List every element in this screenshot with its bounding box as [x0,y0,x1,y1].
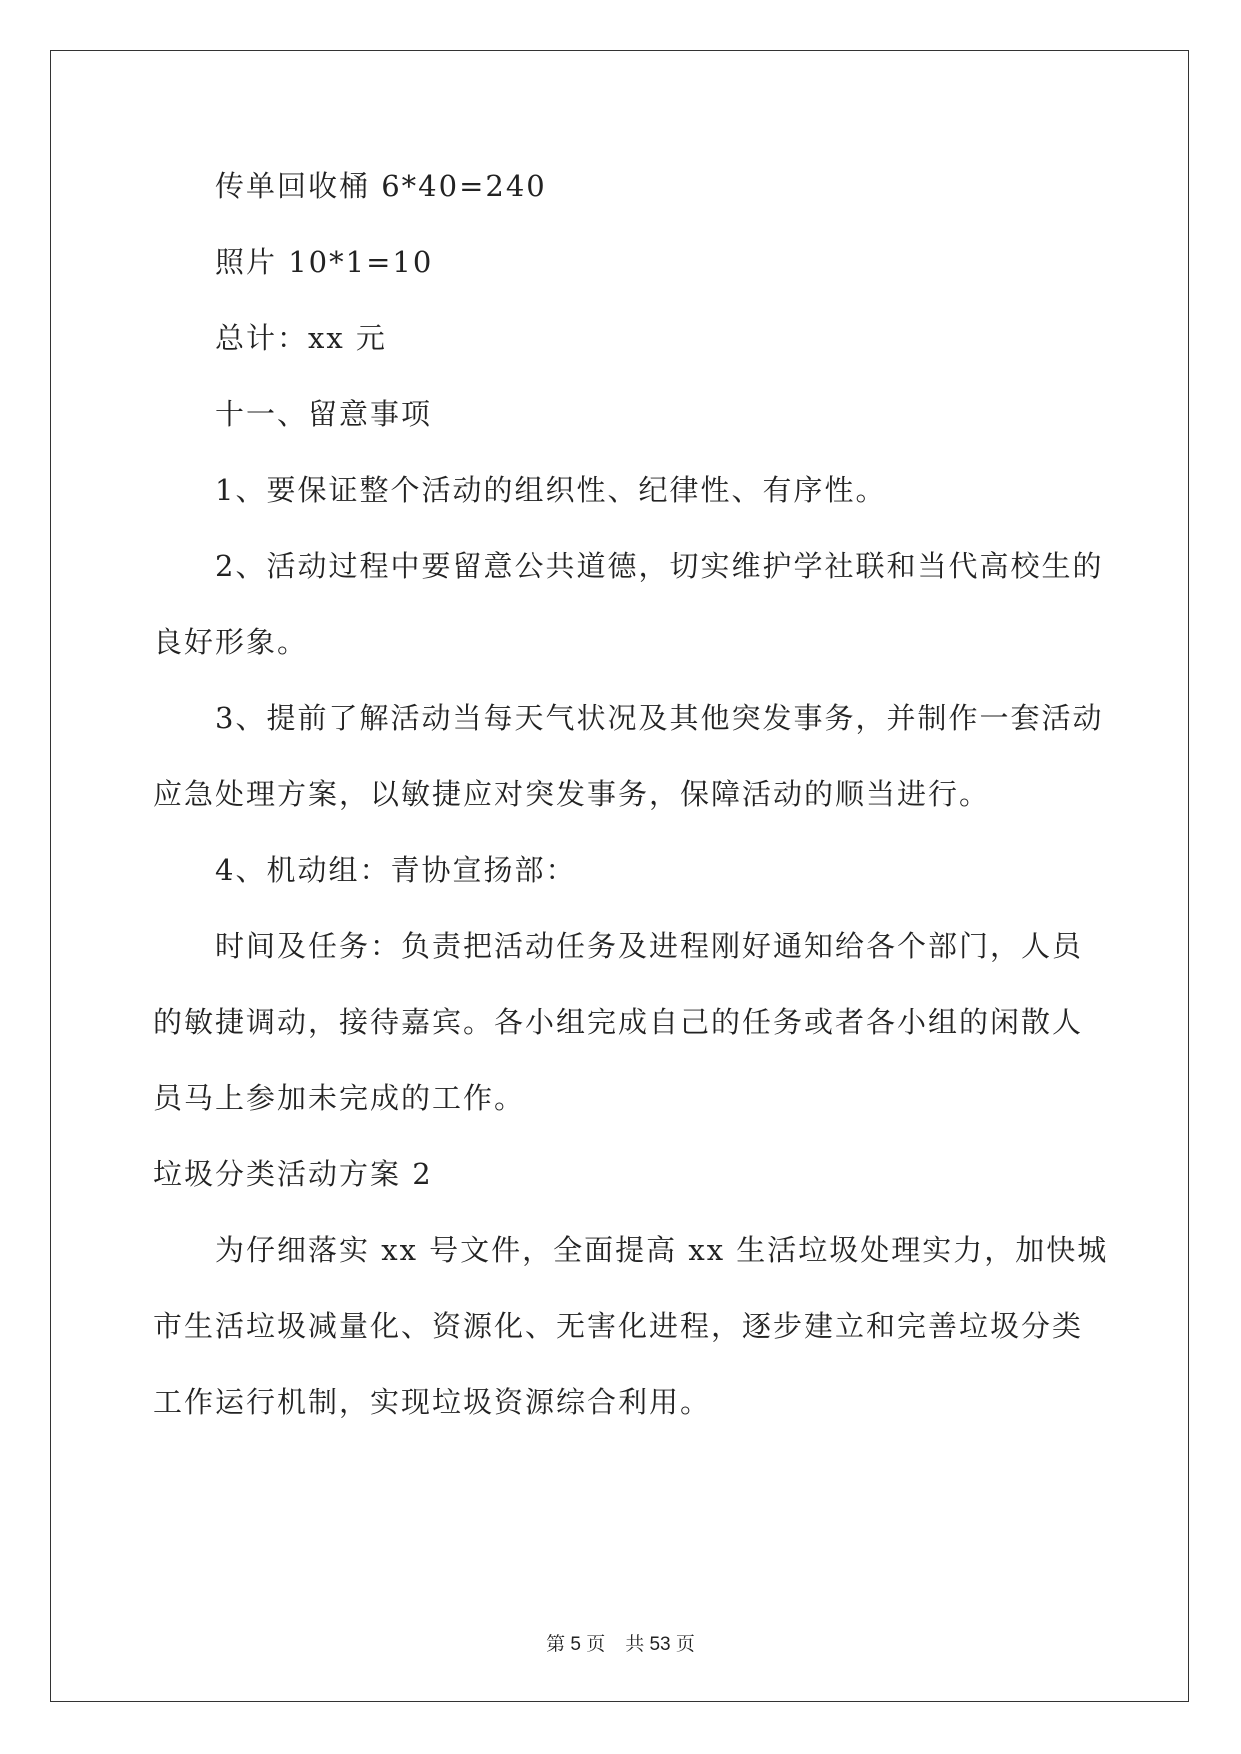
paragraph-line: 4、机动组：青协宣扬部： [215,853,577,887]
paragraph-line: 员马上参加未完成的工作。 [153,1081,526,1115]
section-heading: 十一、留意事项 [215,397,433,431]
paragraph-line: 为仔细落实 xx 号文件，全面提高 xx 生活垃圾处理实力，加快城 [215,1233,1109,1267]
paragraph-line: 总计：xx 元 [215,321,387,355]
paragraph-line: 良好形象。 [153,625,309,659]
page-total: 共 53 页 [625,1634,695,1655]
paragraph-line: 1、要保证整个活动的组织性、纪律性、有序性。 [215,473,887,507]
paragraph-line: 3、提前了解活动当每天气状况及其他突发事务，并制作一套活动 [215,701,1104,735]
paragraph-line: 2、活动过程中要留意公共道德，切实维护学社联和当代高校生的 [215,549,1104,583]
paragraph-line: 传单回收桶 6*40=240 [215,169,547,203]
page-current: 第 5 页 [546,1634,606,1655]
page-footer [0,1629,1241,1656]
section-title: 垃圾分类活动方案 2 [153,1157,433,1191]
paragraph-line: 的敏捷调动，接待嘉宾。各小组完成自己的任务或者各小组的闲散人 [153,1005,1084,1039]
paragraph-line: 工作运行机制，实现垃圾资源综合利用。 [153,1385,712,1419]
paragraph-line: 应急处理方案，以敏捷应对突发事务，保障活动的顺当进行。 [153,777,991,811]
paragraph-line: 时间及任务：负责把活动任务及进程刚好通知给各个部门，人员 [215,929,1084,963]
paragraph-line: 照片 10*1=10 [215,245,434,279]
paragraph-line: 市生活垃圾减量化、资源化、无害化进程，逐步建立和完善垃圾分类 [153,1309,1084,1343]
